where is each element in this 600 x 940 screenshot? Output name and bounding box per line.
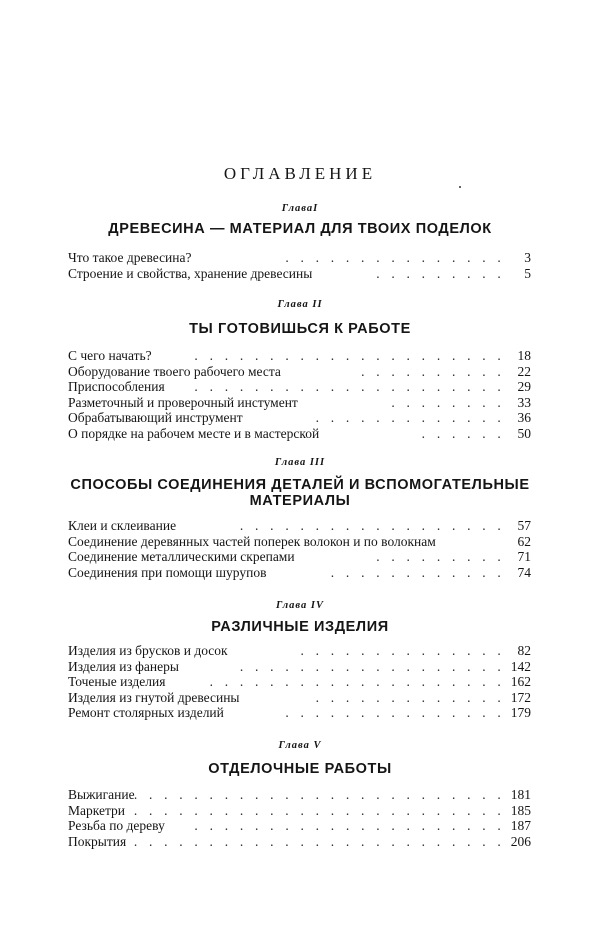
toc-entry-text: Строение и свойства, хранение древесины	[68, 265, 313, 281]
toc-entry[interactable]	[68, 426, 531, 442]
chapter-1-label: ГлаваI	[281, 203, 319, 214]
toc-page-number: 57	[517, 518, 531, 533]
toc-entry[interactable]	[68, 565, 531, 581]
toc-page-number: 71	[517, 549, 531, 564]
toc-page-number: 29	[517, 379, 531, 394]
toc-entry-text: Соединение металлическими скрепами	[68, 549, 295, 564]
toc-entry-text: Изделия из фанеры	[68, 658, 179, 674]
toc-page-number: 3	[524, 250, 531, 265]
toc-entry-text: Соединение деревянных частей поперек волокон и по волокнам	[68, 533, 436, 549]
toc-entry[interactable]	[68, 364, 531, 380]
toc-entry-text: Выжигание	[68, 787, 135, 802]
toc-entry-text: С чего начать?	[68, 348, 152, 363]
toc-leader-dots: . . . . . . . . . . . . . . .	[285, 250, 505, 265]
toc-page-number: 142	[510, 658, 531, 674]
toc-entry-text: Ремонт столярных изделий	[68, 705, 224, 720]
toc-leader-dots: . . . . . . . . . . . . . . . . . .	[239, 658, 505, 674]
toc-page-number: 172	[510, 689, 531, 705]
toc-leader-dots: . . . . . .	[421, 425, 505, 441]
chapter-4-entries	[68, 643, 531, 721]
toc-entry[interactable]	[68, 410, 531, 426]
toc-entry[interactable]	[68, 534, 531, 550]
toc-entry[interactable]	[68, 787, 531, 803]
toc-entry[interactable]	[68, 803, 531, 819]
toc-page-number: 50	[517, 425, 531, 441]
toc-leader-dots: . . . . . . . . . . . . . . . . . .	[239, 518, 505, 533]
toc-entry[interactable]	[68, 659, 531, 675]
toc-page-number: 62	[517, 533, 531, 549]
toc-page-number: 74	[517, 564, 531, 580]
toc-page-number: 18	[517, 348, 531, 363]
toc-page-number: 36	[517, 410, 531, 425]
toc-entry-text: Оборудование твоего рабочего места	[68, 363, 281, 379]
toc-entry-text: Приспособления	[68, 379, 165, 394]
toc-page-number: 162	[510, 674, 531, 689]
toc-entry-text: Разметочный и проверочный инстумент	[68, 394, 298, 410]
toc-leader-dots: . . . . . . . . . . . . . .	[300, 643, 505, 658]
toc-leader-dots: . . . . . . . . . . . .	[330, 564, 505, 580]
toc-entry-text: Соединения при помощи шурупов	[68, 564, 267, 580]
toc-page-number: 206	[510, 833, 531, 849]
toc-leader-dots: . . . . . . . . .	[376, 265, 505, 281]
toc-entry[interactable]	[68, 379, 531, 395]
toc-leader-dots: . . . . . . . . . . . . . . . . . . . . .	[194, 379, 505, 394]
toc-page-number: 22	[517, 363, 531, 379]
toc-leader-dots: . . . . . . . . .	[376, 549, 505, 564]
toc-page-number: 179	[510, 705, 531, 720]
toc-leader-dots: . . . . . . . . . . . . . . . . . . . . .	[194, 348, 505, 363]
toc-page-number: 181	[510, 787, 531, 802]
chapter-5-entries	[68, 787, 531, 849]
toc-leader-dots: . . . . . . . . . . . . .	[315, 689, 505, 705]
toc-leader-dots: . . . . . . . . . . . . . . . . . . . .	[209, 674, 505, 689]
toc-leader-dots: . . . . . . . . . . . . . . . . . . . . . . . . .	[133, 833, 505, 849]
page-title: ОГЛАВЛЕНИЕ	[223, 164, 377, 183]
toc-leader-dots: . . . . . . . .	[391, 394, 505, 410]
toc-entry[interactable]	[68, 395, 531, 411]
toc-leader-dots: . . . . . . . . . . . . .	[315, 410, 505, 425]
toc-entry[interactable]	[68, 705, 531, 721]
toc-entry[interactable]	[68, 643, 531, 659]
toc-entry[interactable]	[68, 549, 531, 565]
print-speck	[459, 186, 461, 188]
chapter-3-title: СПОСОБЫ СОЕДИНЕНИЯ ДЕТАЛЕЙ И ВСПОМОГАТЕЛЬНЫЕ МАТЕРИАЛЫ	[70, 477, 530, 509]
toc-entry-text: Клеи и склеивание	[68, 518, 177, 533]
toc-entry[interactable]	[68, 690, 531, 706]
toc-entry-text: Обрабатывающий инструмент	[68, 410, 243, 425]
toc-entry[interactable]	[68, 518, 531, 534]
toc-entry[interactable]	[68, 834, 531, 850]
chapter-1-entries	[68, 250, 531, 281]
toc-entry-text: Покрытия	[68, 833, 127, 849]
toc-entry-text: Маркетри	[68, 802, 125, 818]
toc-entry-text: Изделия из гнутой древесины	[68, 689, 240, 705]
toc-entry[interactable]	[68, 250, 531, 266]
toc-page-number: 187	[510, 818, 531, 833]
chapter-4-title: РАЗЛИЧНЫЕ ИЗДЕЛИЯ	[211, 619, 389, 635]
toc-page-number: 185	[510, 802, 531, 818]
chapter-3-label: Глава III	[274, 457, 326, 468]
toc-entry-text: О порядке на рабочем месте и в мастерской	[68, 425, 320, 441]
toc-leader-dots: . . . . . . . . . . . . . . . . . . . . . . . . .	[133, 787, 505, 802]
toc-page-number: 82	[517, 643, 531, 658]
chapter-2-title: ТЫ ГОТОВИШЬСЯ К РАБОТЕ	[189, 321, 411, 337]
toc-leader-dots: . . . . . . . . . . . . . . . . . . . . .	[194, 818, 505, 833]
chapter-2-entries	[68, 348, 531, 441]
toc-leader-dots: . . . . . . . . . . . . . . . . . . . . . . . . .	[133, 802, 505, 818]
toc-entry[interactable]	[68, 266, 531, 282]
chapter-5-label: Глава V	[278, 740, 322, 751]
toc-entry[interactable]	[68, 348, 531, 364]
toc-page-number: 33	[517, 394, 531, 410]
toc-entry-text: Что такое древесина?	[68, 250, 192, 265]
chapter-5-title: ОТДЕЛОЧНЫЕ РАБОТЫ	[208, 761, 392, 777]
toc-entry-text: Изделия из брусков и досок	[68, 643, 228, 658]
toc-page-number: 5	[524, 265, 531, 281]
toc-leader-dots: . . . . . . . . . .	[361, 363, 505, 379]
toc-entry[interactable]	[68, 818, 531, 834]
toc-entry-text: Точеные изделия	[68, 674, 166, 689]
toc-leader-dots: . . . . . . . . . . . . . . .	[285, 705, 505, 720]
chapter-3-entries	[68, 518, 531, 580]
chapter-1-title: ДРЕВЕСИНА — МАТЕРИАЛ ДЛЯ ТВОИХ ПОДЕЛОК	[108, 221, 492, 237]
toc-entry-text: Резьба по дереву	[68, 818, 165, 833]
chapter-2-label: Глава II	[277, 299, 323, 310]
chapter-4-label: Глава IV	[275, 600, 324, 611]
toc-entry[interactable]	[68, 674, 531, 690]
